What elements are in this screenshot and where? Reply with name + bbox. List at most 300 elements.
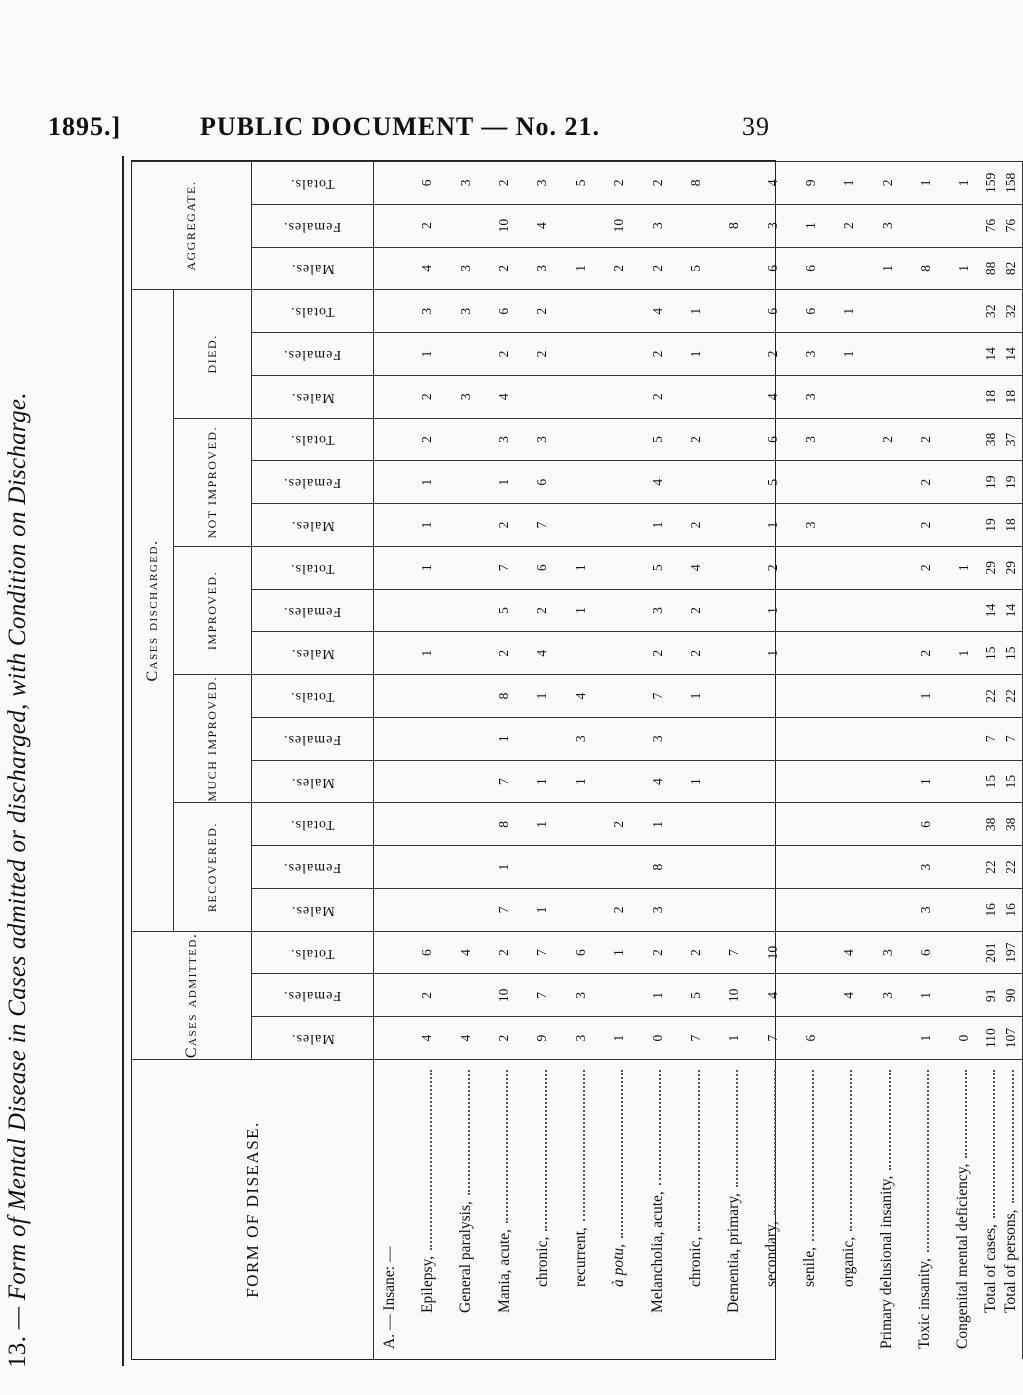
value-column	[374, 674, 979, 717]
table-cell: 1	[687, 307, 703, 315]
total-column	[979, 332, 1023, 375]
row-label: Primary delusional insanity,	[879, 1070, 895, 1349]
row-label: secondary,	[764, 1070, 780, 1349]
table-cell: 3	[802, 436, 818, 443]
total-cell: 76	[1002, 218, 1018, 233]
table-cell: 1	[419, 350, 435, 358]
column-label	[252, 375, 374, 418]
total-column	[979, 589, 1023, 632]
total-cell: 16	[1002, 903, 1018, 917]
table-cell: 3	[457, 179, 473, 187]
total-cell: 38	[983, 432, 998, 447]
total-cell: 15	[1002, 646, 1018, 661]
total-cell: 7	[1002, 735, 1018, 743]
row-label: Toxic insanity,	[917, 1070, 933, 1349]
header-title: PUBLIC DOCUMENT — No. 21.	[199, 112, 601, 141]
table-cell: 6	[496, 307, 512, 315]
much-improved-header: MUCH IMPROVED.	[174, 674, 252, 802]
form-of-disease-header: FORM OF DISEASE.	[132, 1059, 374, 1359]
total-cell: 14	[1002, 603, 1018, 618]
row-label: Dementia, primary,	[726, 1070, 742, 1349]
table-cell: 1	[687, 350, 703, 358]
table-cell: 3	[649, 906, 665, 914]
total-cell: 18	[1002, 518, 1018, 532]
total-cell: 15	[1002, 774, 1018, 789]
table-cell: 2	[764, 564, 780, 572]
total-cell: 22	[1002, 689, 1018, 703]
table-cell: 3	[572, 1034, 588, 1042]
table-cell: 1	[496, 735, 512, 743]
table-cell: 5	[496, 607, 512, 614]
row-label: Mania, acute,	[497, 1070, 513, 1349]
table-cell: 3	[649, 735, 665, 743]
table-cell: 9	[802, 179, 818, 187]
table-cell: 2	[764, 350, 780, 358]
table-cell: 1	[764, 649, 780, 657]
table-cell: 8	[496, 820, 512, 828]
row-label: Congenital mental deficiency,	[955, 1070, 971, 1349]
value-column	[374, 760, 979, 803]
column-label	[252, 332, 374, 375]
total-column	[979, 161, 1023, 204]
row-label: Melancholia, acute,	[650, 1070, 666, 1349]
total-cell: 29	[1002, 561, 1018, 575]
table-cell: 1	[419, 478, 435, 486]
total-cell: 32	[983, 304, 998, 318]
table-cell: 1	[841, 179, 857, 187]
table-cell: 6	[802, 1034, 818, 1042]
table-cell: 3	[918, 863, 934, 871]
column-label-text: Males.	[290, 646, 335, 662]
table-cell: 2	[687, 949, 703, 956]
column-label	[252, 546, 374, 589]
table-cell: 3	[879, 992, 895, 999]
table-cell: 2	[918, 436, 934, 443]
total-column	[979, 503, 1023, 546]
column-label-text: Totals.	[290, 560, 335, 576]
table-cell: 6	[572, 949, 588, 956]
row-label: A. — Insane: —	[381, 1246, 398, 1349]
total-cell: 22	[983, 860, 998, 874]
column-label	[252, 247, 374, 290]
table-cell: 3	[534, 179, 550, 187]
table-cell: 6	[802, 307, 818, 315]
value-column	[374, 1016, 979, 1059]
table-cell: 2	[611, 265, 627, 272]
table-cell: 7	[496, 778, 512, 785]
column-label-text: Males.	[290, 517, 335, 533]
table-cell: 1	[534, 692, 550, 700]
column-label	[252, 1016, 374, 1059]
total-column	[979, 802, 1023, 845]
table-cell: 1	[841, 307, 857, 315]
table-cell: 5	[687, 992, 703, 999]
table-cell: 3	[802, 350, 818, 358]
table-cell: 2	[611, 820, 627, 828]
row-label: senile,	[802, 1070, 818, 1349]
total-column	[979, 931, 1023, 974]
table-cell: 2	[496, 350, 512, 358]
column-label-text: Males.	[290, 1031, 335, 1047]
column-label-text: Females.	[283, 603, 342, 619]
table-cell: 9	[534, 1034, 550, 1042]
table-cell: 3	[572, 735, 588, 743]
column-label	[252, 845, 374, 888]
table-cell: 6	[918, 949, 934, 956]
table-cell: 10	[496, 218, 512, 233]
table-cell: 5	[687, 265, 703, 272]
total-cell: 32	[1002, 304, 1018, 318]
total-cell: 76	[983, 218, 998, 233]
table-cell: 1	[496, 863, 512, 871]
table-cell: 7	[726, 949, 742, 956]
table-cell: 2	[419, 393, 435, 401]
total-column	[979, 845, 1023, 888]
table-cell: 1	[918, 692, 934, 700]
table-cell: 6	[764, 436, 780, 443]
table-cell: 1	[726, 1034, 742, 1042]
total-cell: 197	[1002, 942, 1018, 963]
value-column	[374, 631, 979, 674]
column-label-text: Females.	[283, 346, 342, 362]
table-title-text: — Form of Mental Disease in Cases admitted or discharged, with Condition on Discharge.	[4, 392, 31, 1336]
table-cell: 10	[611, 218, 627, 233]
column-label	[252, 717, 374, 760]
table-cell: 1	[687, 778, 703, 785]
row-label: General paralysis,	[458, 1070, 474, 1349]
value-column	[374, 503, 979, 546]
table-cell: 4	[649, 778, 665, 785]
table-cell: 2	[918, 649, 934, 657]
value-column	[374, 546, 979, 589]
table-cell: 4	[764, 992, 780, 999]
table-cell: 7	[649, 692, 665, 700]
table-cell: 2	[496, 649, 512, 657]
column-label-text: Totals.	[290, 689, 335, 705]
table-cell: 2	[918, 478, 934, 486]
table-cell: 3	[649, 222, 665, 230]
value-column	[374, 247, 979, 290]
table-cell: 6	[419, 179, 435, 187]
table-cell: 1	[611, 1034, 627, 1042]
column-label	[252, 460, 374, 503]
total-cell: 14	[1002, 347, 1018, 361]
total-cell: 91	[983, 988, 998, 1003]
table-cell: 3	[496, 436, 512, 443]
table-number: 13.	[4, 1335, 31, 1368]
table-cell: 1	[918, 992, 934, 999]
table-cell: 7	[496, 564, 512, 572]
cases-discharged-header: Cases discharged.	[132, 289, 174, 930]
value-column	[374, 204, 979, 247]
table-cell: 4	[457, 1034, 473, 1042]
total-cell: 90	[1002, 988, 1018, 1003]
table-cell: 2	[687, 649, 703, 657]
total-column	[979, 674, 1023, 717]
table-cell: 2	[649, 265, 665, 272]
value-column	[374, 161, 979, 204]
table-cell: 1	[956, 564, 972, 572]
total-cell: 14	[983, 603, 998, 618]
table-cell: 2	[879, 179, 895, 187]
table-cell: 1	[918, 778, 934, 785]
table-cell: 8	[649, 863, 665, 871]
value-column	[374, 802, 979, 845]
table-cell: 2	[879, 436, 895, 443]
row-label: Epilepsy,	[420, 1070, 436, 1349]
column-label	[252, 973, 374, 1016]
total-column	[979, 631, 1023, 674]
table-cell: 3	[879, 222, 895, 230]
column-label-text: Females.	[283, 475, 342, 491]
table-cell: 4	[649, 307, 665, 315]
row-label: chronic,	[688, 1070, 704, 1349]
total-column	[979, 375, 1023, 418]
column-label	[252, 204, 374, 247]
table-cell: 5	[649, 436, 665, 443]
table-cell: 3	[764, 222, 780, 230]
total-cell: 159	[983, 172, 998, 194]
table-cell: 2	[687, 521, 703, 529]
value-column	[374, 332, 979, 375]
total-cell: 38	[1002, 817, 1018, 832]
table-cell: 8	[687, 179, 703, 187]
total-persons-label: Total of persons,	[1003, 1070, 1019, 1349]
column-label-text: Males.	[290, 774, 335, 790]
table-cell: 10	[496, 988, 512, 1003]
table-cell: 1	[534, 778, 550, 785]
table-cell: 5	[649, 564, 665, 572]
table-cell: 8	[496, 692, 512, 700]
table-cell: 10	[726, 988, 742, 1003]
column-label-text: Females.	[283, 218, 342, 234]
table-cell: 1	[956, 649, 972, 657]
total-cell: 37	[1002, 432, 1018, 447]
value-column	[374, 888, 979, 931]
value-column	[374, 289, 979, 332]
table-cell: 2	[496, 521, 512, 529]
table-cell: 4	[534, 649, 550, 657]
table-cell: 0	[956, 1034, 972, 1042]
table-cell: 6	[764, 265, 780, 272]
table-cell: 5	[764, 478, 780, 486]
column-label-text: Totals.	[290, 304, 335, 320]
column-label-text: Males.	[290, 389, 335, 405]
column-label	[252, 161, 374, 204]
table-cell: 1	[956, 265, 972, 272]
value-column	[374, 418, 979, 461]
died-header: DIED.	[174, 289, 252, 417]
row-label: recurrent,	[573, 1070, 589, 1349]
column-label	[252, 289, 374, 332]
column-label-text: Males.	[290, 902, 335, 918]
total-cell: 201	[983, 942, 998, 963]
total-cell: 29	[983, 561, 998, 575]
table-cell: 8	[726, 222, 742, 230]
table-cell: 3	[572, 992, 588, 999]
total-cases-label: Total of cases,	[983, 1070, 999, 1349]
column-label	[252, 931, 374, 974]
table-cell: 2	[611, 179, 627, 187]
total-column	[979, 418, 1023, 461]
table-cell: 1	[534, 820, 550, 828]
table-cell: 0	[649, 1034, 665, 1042]
total-column	[979, 1016, 1023, 1059]
total-cell: 18	[1002, 389, 1018, 404]
total-cell: 19	[983, 475, 998, 489]
table-cell: 4	[841, 949, 857, 956]
table-cell: 7	[534, 992, 550, 999]
table-cell: 4	[419, 265, 435, 272]
total-column	[979, 247, 1023, 290]
table-title	[4, 268, 32, 1368]
table-cell: 1	[572, 265, 588, 272]
total-column	[979, 204, 1023, 247]
table-cell: 1	[572, 778, 588, 785]
column-label	[252, 888, 374, 931]
column-label-text: Totals.	[290, 945, 335, 961]
table-cell: 1	[687, 692, 703, 700]
table-cell: 3	[802, 521, 818, 529]
not-improved-header: NOT IMPROVED.	[174, 418, 252, 546]
table-cell: 1	[649, 992, 665, 999]
table-cell: 3	[918, 906, 934, 914]
value-column	[374, 589, 979, 632]
total-cell: 107	[1002, 1028, 1018, 1049]
summary-labels	[979, 1059, 1023, 1359]
improved-header: IMPROVED.	[174, 546, 252, 674]
table-cell: 1	[572, 607, 588, 614]
table-cell: 1	[918, 1034, 934, 1042]
column-label	[252, 631, 374, 674]
recovered-header: RECOVERED.	[174, 802, 252, 930]
total-cell: 19	[1002, 475, 1018, 489]
table-cell: 2	[419, 436, 435, 443]
table-cell: 1	[802, 222, 818, 230]
table-cell: 2	[534, 607, 550, 614]
table-cell: 1	[918, 179, 934, 187]
disease-table	[131, 160, 1019, 1360]
value-column	[374, 717, 979, 760]
table-cell: 7	[496, 906, 512, 914]
row-label: organic,	[841, 1070, 857, 1349]
table-cell: 2	[496, 179, 512, 187]
table-cell: 2	[534, 307, 550, 315]
table-cell: 1	[841, 350, 857, 358]
table-cell: 1	[956, 179, 972, 187]
total-column	[979, 460, 1023, 503]
table-cell: 2	[841, 222, 857, 230]
table-cell: 4	[496, 393, 512, 401]
cases-admitted-header: Cases admitted.	[132, 931, 252, 1059]
total-column	[979, 760, 1023, 803]
table-cell: 4	[841, 992, 857, 999]
value-column	[374, 845, 979, 888]
row-label: à potu,	[611, 1070, 627, 1349]
table-cell: 7	[764, 1034, 780, 1042]
column-label-text: Females.	[283, 988, 342, 1004]
table-cell: 4	[534, 222, 550, 230]
table-cell: 4	[572, 692, 588, 700]
total-cell: 18	[983, 389, 998, 404]
value-column	[374, 460, 979, 503]
table-cell: 2	[534, 350, 550, 358]
table-cell: 10	[764, 945, 780, 960]
column-label	[252, 802, 374, 845]
total-cell: 38	[983, 817, 998, 832]
table-cell: 1	[534, 906, 550, 914]
table-cell: 4	[419, 1034, 435, 1042]
table-cell: 2	[496, 1034, 512, 1042]
table-cell: 3	[457, 307, 473, 315]
table-cell: 1	[879, 265, 895, 272]
table-cell: 1	[419, 649, 435, 657]
disease-labels	[374, 1059, 979, 1359]
table-cell: 2	[649, 393, 665, 401]
table-cell: 3	[879, 949, 895, 956]
page-header	[0, 112, 800, 152]
column-label-text: Totals.	[290, 175, 335, 191]
table-cell: 6	[764, 307, 780, 315]
total-column	[979, 717, 1023, 760]
total-cell: 22	[983, 689, 998, 703]
total-cell: 110	[983, 1028, 998, 1048]
table-cell: 3	[534, 265, 550, 272]
column-label	[252, 418, 374, 461]
table-cell: 1	[419, 521, 435, 529]
column-label-text: Totals.	[290, 432, 335, 448]
total-cell: 7	[983, 735, 998, 743]
total-cell: 16	[983, 903, 998, 917]
table-cell: 1	[611, 949, 627, 956]
total-cell: 14	[983, 347, 998, 361]
table-grid	[131, 160, 1019, 1360]
table-cell: 2	[611, 906, 627, 914]
table-cell: 1	[649, 521, 665, 529]
column-label-text: Males.	[290, 261, 335, 277]
table-cell: 3	[457, 265, 473, 272]
total-cell: 22	[1002, 860, 1018, 874]
aggregate-header: AGGREGATE.	[132, 161, 252, 289]
column-label-text: Females.	[283, 731, 342, 747]
table-cell: 3	[534, 436, 550, 443]
table-cell: 1	[764, 607, 780, 614]
total-cell: 15	[983, 774, 998, 789]
column-label	[252, 674, 374, 717]
total-column	[979, 289, 1023, 332]
table-cell: 2	[419, 222, 435, 230]
total-column	[979, 546, 1023, 589]
table-cell: 5	[572, 179, 588, 187]
total-cell: 19	[983, 518, 998, 532]
table-cell: 6	[419, 949, 435, 956]
table-cell: 7	[687, 1034, 703, 1042]
table-cell: 2	[918, 521, 934, 529]
total-column	[979, 888, 1023, 931]
total-cell: 15	[983, 646, 998, 661]
header-year: 1895.]	[48, 112, 122, 141]
column-label	[252, 760, 374, 803]
column-label-text: Totals.	[290, 817, 335, 833]
table-cell: 2	[649, 350, 665, 358]
row-label: chronic,	[535, 1070, 551, 1349]
table-cell: 6	[918, 820, 934, 828]
table-cell: 3	[457, 393, 473, 401]
table-cell: 2	[496, 949, 512, 956]
table-cell: 2	[649, 649, 665, 657]
page-number: 39	[742, 112, 770, 141]
value-column	[374, 973, 979, 1016]
